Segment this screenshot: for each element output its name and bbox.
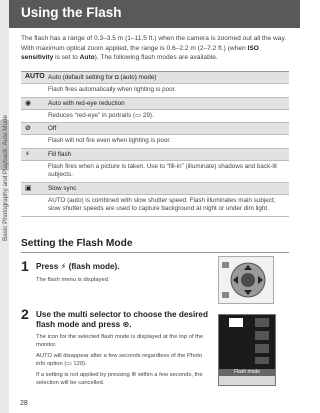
step-number: 2 — [21, 306, 29, 322]
section-heading: Setting the Flash Mode — [21, 238, 133, 249]
step-number: 1 — [21, 258, 29, 274]
mode-row — [21, 183, 289, 217]
red-eye-icon: ◉ — [25, 99, 32, 107]
mode-row — [21, 149, 289, 183]
mode-description: AUTO (auto) is combined with slow shutter speed. Flash illuminates main subject; slow shutter speeds are used to capture background at night or under dim light. — [21, 195, 289, 217]
mode-description: Reduces “red-eye” in portraits (▭ 29). — [21, 110, 289, 124]
step-text: AUTO will disappear after a few seconds regardless of the Photo info option (▭ 120). — [36, 353, 203, 368]
intro-text-2: is set to — [53, 54, 80, 62]
camera-monitor-illustration — [218, 314, 276, 386]
mode-row — [21, 123, 289, 149]
title-bar — [9, 0, 300, 28]
page-title: Using the Flash — [21, 5, 122, 20]
mode-name: Auto (default setting for ◘ (auto) mode) — [48, 74, 157, 81]
flash-off-icon: ⊘ — [25, 125, 31, 132]
flash-menu-icons — [219, 315, 275, 365]
intro-text-1: The flash has a range of 0.3–3.5 m (1–11.5 ft.) when the camera is zoomed out all the way. With maximum optical zoom applied, the range is 0.6–2.2 m (2–7.2 ft.) (when — [21, 35, 287, 52]
mode-name: Auto with red-eye reduction — [48, 99, 125, 107]
flash-mode-label: Flash mode — [219, 369, 275, 376]
step-title: Press ⚡ (flash mode). — [36, 262, 120, 271]
fill-flash-icon: ⚡ — [25, 150, 30, 158]
mode-row — [21, 72, 289, 98]
intro-bold-2: Auto — [79, 54, 95, 62]
step-title: Use the multi selector to choose the desired flash mode and press ⊛. — [36, 310, 208, 329]
mode-row-header — [21, 98, 289, 110]
mode-row-header — [21, 123, 289, 135]
step-text: If a setting is not applied by pressing ⊛ within a few seconds, the selection will be cancelled. — [36, 372, 203, 387]
intro-paragraph — [21, 34, 289, 63]
auto-flash-icon: AUTO — [25, 73, 45, 80]
mode-name: Slow sync — [48, 184, 77, 192]
side-label: Basic Photography and Playback: Auto Mode — [2, 115, 9, 242]
step-text: The icon for the selected flash mode is displayed at the top of the monitor. — [36, 334, 204, 349]
monitor-status-bar — [219, 376, 275, 385]
section-divider — [21, 252, 289, 253]
step-text: The flash menu is displayed. — [36, 277, 110, 283]
flash-modes-table — [21, 71, 289, 217]
camera-back-illustration — [218, 256, 274, 304]
intro-bold-1: ISO sensitivity — [21, 44, 259, 62]
mode-row — [21, 98, 289, 124]
multi-selector-icon — [218, 256, 274, 304]
mode-row-header — [21, 149, 289, 161]
mode-name: Off — [48, 125, 57, 132]
intro-text-3: ). The following flash modes are available. — [94, 54, 218, 62]
mode-description: Flash fires when a picture is taken. Use to “fill-in” (illuminate) shadows and back-lit subjects. — [21, 161, 289, 183]
slow-sync-icon: ▣ — [25, 184, 32, 192]
mode-name: Fill flash — [48, 150, 72, 158]
page-number: 28 — [20, 400, 28, 407]
mode-description: Flash fires automatically when lighting is poor. — [21, 84, 289, 98]
mode-row-header — [21, 183, 289, 195]
mode-description: Flash will not fire even when lighting is poor. — [21, 135, 289, 149]
mode-row-header — [21, 72, 289, 84]
